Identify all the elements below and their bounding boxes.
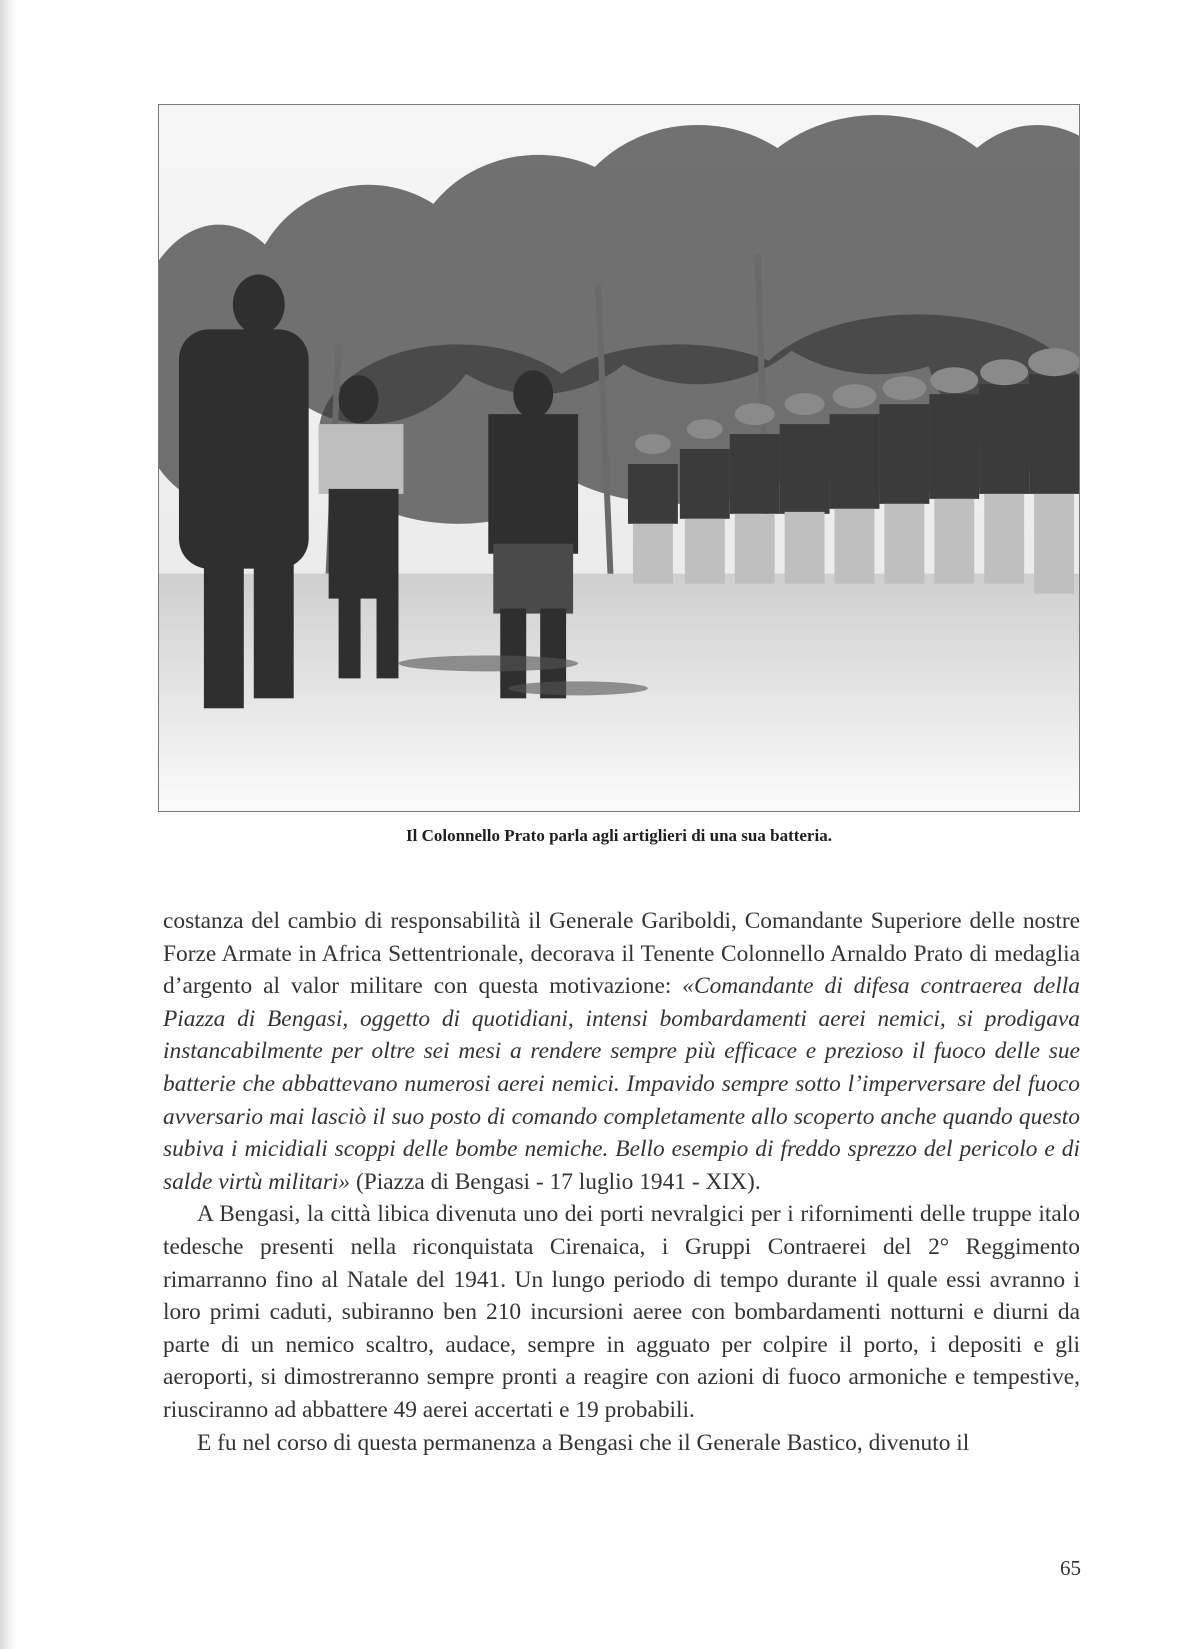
- photo-caption: Il Colonnello Prato parla agli artiglieri di una sua batteria.: [406, 826, 832, 845]
- citation-reference: (Piazza di Bengasi - 17 luglio 1941 - XIX).: [350, 1168, 761, 1195]
- historical-photo: [158, 104, 1080, 812]
- page-number: 65: [1060, 1556, 1081, 1580]
- paragraph-2: A Bengasi, la città libica divenuta uno dei porti nevralgici per i rifornimenti delle truppe italo tedesche presenti nella riconquistata Cirenaica, i Gruppi Contraerei del 2° Reggimento rimarranno fino al Natale del 1941. Un lungo periodo di tempo durante il quale essi avranno i loro primi caduti, subiranno ben 210 incursioni aeree con bombardamenti notturni e diurni da parte di un nemico scaltro, audace, sempre in agguato per colpire il porto, i depositi e gli aeroporti, si dimostreranno sempre pronti a reagire con azioni di fuoco armoniche e tempestive, riusciranno ad abbattere 49 aerei accertati e 19 probabili.: [163, 1201, 1080, 1423]
- photo-illustration: [159, 105, 1079, 811]
- body-text: [163, 905, 1080, 1459]
- paragraph-1-start: costanza del cambio di responsabilità il Generale Gariboldi, Comandante Superiore delle nostre Forze Armate in Africa Settentrionale, decorava il Tenente Colonnello Arnaldo Prato di medaglia d’argento al valor militare con questa motivazione:: [163, 908, 1080, 1000]
- page-gutter-shadow: [0, 0, 16, 1649]
- paragraph-1: [163, 905, 1080, 1198]
- medal-citation-quote: «Comandante di difesa contraerea della Piazza di Bengasi, oggetto di quotidiani, intensi bombardamenti aerei nemici, si prodigava instancabilmente per oltre sei mesi a rendere sempre più efficace e prezioso il fuoco delle sue batterie che abbattevano numerosi aerei nemici. Impavido sempre sotto l’imperversare del fuoco avversario mai lasciò il suo posto di comando completamente allo scoperto anche quando questo subiva i micidiali scoppi delle bombe nemiche. Bello esempio di freddo sprezzo del pericolo e di salde virtù militari»: [163, 973, 1080, 1195]
- paragraph-3: E fu nel corso di questa permanenza a Bengasi che il Generale Bastico, divenuto il: [197, 1429, 970, 1456]
